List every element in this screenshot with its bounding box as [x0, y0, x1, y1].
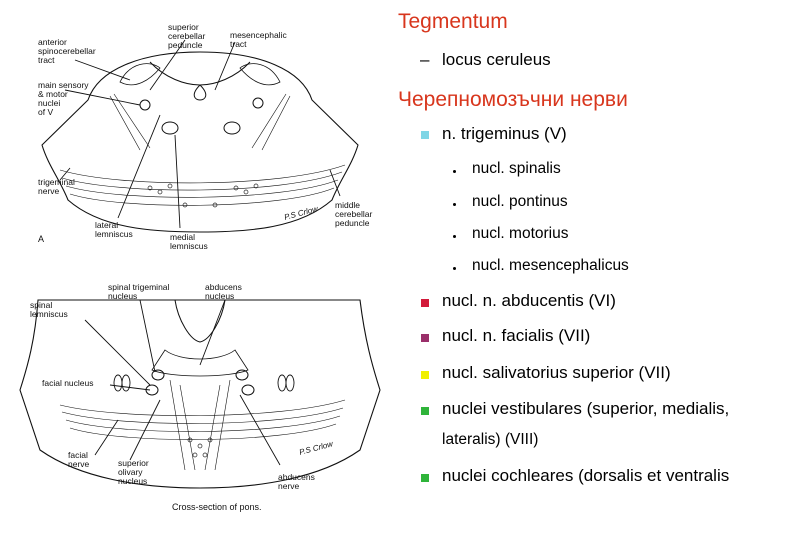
label-main-sensory-motor-nuclei: main sensory & motor nuclei of V: [38, 80, 89, 117]
sub-item-pontinus: nucl. pontinus: [472, 193, 568, 210]
item-locus-ceruleus: locus ceruleus: [442, 50, 551, 69]
heading-tegmentum: Tegmentum: [398, 10, 508, 33]
dash-marker: –: [420, 50, 430, 69]
sub-item-mesencephalicus: nucl. mesencephalicus: [472, 257, 629, 274]
pons-section-a: [38, 22, 372, 251]
bullet-trigeminus: [421, 131, 429, 139]
label-abducens-nerve: abducens nerve: [278, 472, 315, 491]
bullet-cochleares: [421, 474, 429, 482]
signature-top: P.S Crlow: [283, 204, 319, 222]
label-middle-cerebellar-peduncle: middle cerebellar peduncle: [335, 200, 373, 228]
pons-cross-section: [20, 282, 380, 512]
item-salivatorius: nucl. salivatorius superior (VII): [442, 363, 671, 382]
label-medial-lemniscus: medial lemniscus: [170, 232, 208, 251]
label-abducens-nucleus: abducens nucleus: [205, 282, 242, 301]
caption-cross-section: Cross-section of pons.: [172, 502, 262, 512]
top-labels: [38, 22, 372, 251]
sub-item-motorius: nucl. motorius: [472, 225, 569, 242]
label-facial-nerve: facial nerve: [68, 450, 90, 469]
item-facialis: nucl. n. facialis (VII): [442, 326, 591, 345]
item-vestibulares-cont: lateralis) (VIII): [442, 431, 539, 448]
dot-bullet: [453, 235, 456, 238]
dot-bullet: [453, 170, 456, 173]
signature-bottom: P.S Crlow: [298, 439, 334, 457]
label-lateral-lemniscus: lateral lemniscus: [95, 220, 133, 239]
label-anterior-spinocerebellar-tract: anterior spinocerebellar tract: [38, 37, 96, 65]
item-vestibulares: nuclei vestibulares (superior, medialis,: [442, 399, 730, 418]
panel-letter-a: A: [38, 234, 45, 244]
dot-bullet: [453, 267, 456, 270]
label-spinal-lemniscus: spinal lemniscus: [30, 300, 68, 319]
bullet-vestibulares: [421, 407, 429, 415]
dot-bullet: [453, 203, 456, 206]
label-spinal-trigeminal-nucleus: spinal trigeminal nucleus: [108, 282, 170, 301]
sub-item-spinalis: nucl. spinalis: [472, 160, 561, 177]
label-facial-nucleus: facial nucleus: [42, 378, 94, 388]
label-mesencephalic-tract: mesencephalic tract: [230, 30, 287, 49]
label-trigeminal-nerve: trigeminal nerve: [38, 177, 75, 196]
heading-cranial-nerves: Черепномозъчни нерви: [398, 88, 628, 111]
label-superior-olivary-nucleus: superior olivary nucleus: [118, 458, 149, 486]
item-trigeminus: n. trigeminus (V): [442, 124, 567, 143]
bullet-salivatorius: [421, 371, 429, 379]
bullet-abducentis: [421, 299, 429, 307]
item-abducentis: nucl. n. abducentis (VI): [442, 291, 616, 310]
bullet-facialis: [421, 334, 429, 342]
label-superior-cerebellar-peduncle: superior cerebellar peduncle: [168, 22, 206, 50]
bottom-labels: [30, 282, 335, 512]
item-cochleares: nuclei cochleares (dorsalis et ventralis: [442, 466, 730, 485]
pons-illustration: [0, 0, 400, 540]
